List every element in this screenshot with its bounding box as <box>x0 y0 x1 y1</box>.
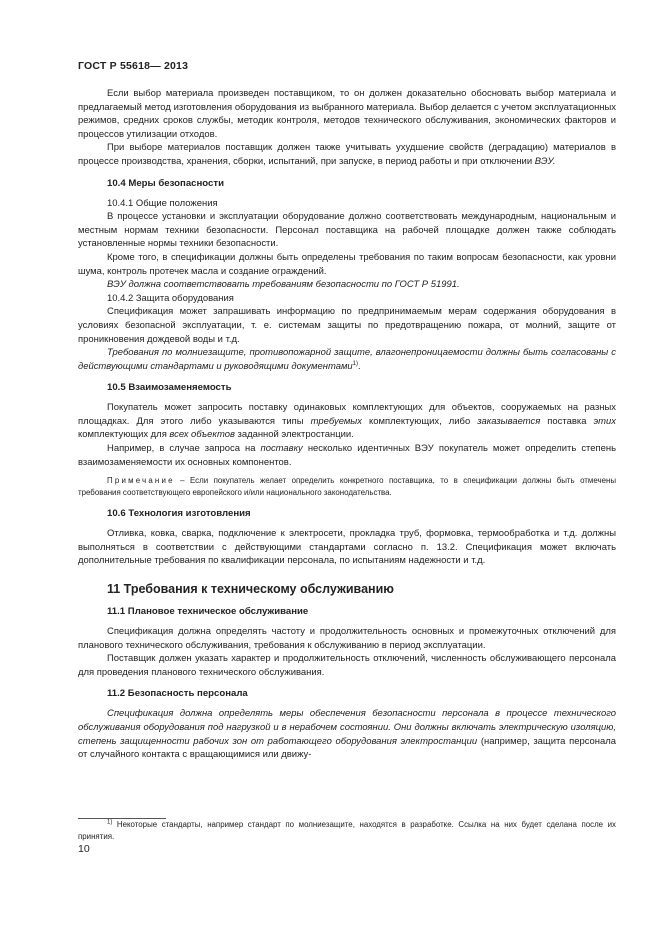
section-heading-10-4: 10.4 Меры безопасности <box>107 177 224 189</box>
note-label: Примечание <box>107 476 175 486</box>
paragraph: Поставщик должен указать характер и продолжительность отключений, численность обслуживающего персонала для проведения планового технического обслуживания. <box>78 653 616 678</box>
footnote-ref: 1) <box>352 360 359 367</box>
section-heading-11-1: 11.1 Плановое техническое обслуживание <box>107 606 309 618</box>
section-heading-11-2: 11.2 Безопасность персонала <box>107 688 248 700</box>
paragraph: Спецификация может запрашивать информацию по предпринимаемым мерам содержания оборудования в условиях безопасной эксплуатации, т. е. системам защиты по предотвращению пожара, от молний, защите от проникновения дождевой воды и т.д. <box>78 306 616 345</box>
paragraph: Отливка, ковка, сварка, подключение к электросети, прокладка труб, формовка, термообработка и т.д. должны выполняться в соответствии с действующими стандартами согласно п. 13.2. Спецификация может включать дополнительные требования по квалификации персонала, по испытаниям надежности и т.д. <box>78 528 616 567</box>
section-heading-10-5: 10.5 Взаимозаменяемость <box>107 382 232 394</box>
paragraph: Кроме того, в спецификации должны быть определены требования по таким вопросам безопасности, как уровни шума, контроль протечек масла и создание ограждений. <box>78 251 616 277</box>
paragraph: Например, в случае запроса на поставку несколько идентичных ВЭУ покупатель может определить степень взаимозаменяемости их основных компонентов. <box>78 443 616 468</box>
paragraph: Покупатель может запросить поставку одинаковых комплектующих для объектов, сооружаемых на разных площадках. Для этого либо указываются типы требуемых комплектующих, либо заказывается поставка этих комплектующих для всех объектов заданной электростанции. <box>78 402 616 441</box>
page-number: 10 <box>78 843 90 855</box>
chapter-heading-11: 11 Требования к техническому обслуживанию <box>107 582 394 597</box>
page-body <box>78 60 616 762</box>
paragraph: Спецификация должна определять частоту и продолжительность основных и промежуточных отключений для планового технического обслуживания, требования к обслуживанию в период эксплуатации. <box>78 626 616 651</box>
section-heading-10-6: 10.6 Технология изготовления <box>107 508 251 520</box>
subsection-title-10-4-1: 10.4.1 Общие положения <box>107 197 218 209</box>
paragraph: Требования по молниезащите, противопожарной защите, влагонепроницаемости должны быть согласованы с действующими стандартами и руководящими документами$^{1)}$. <box>78 347 616 372</box>
paragraph: ВЭУ должна соответствовать требованиям безопасности по ГОСТ Р 51991. <box>107 279 460 291</box>
paragraph: В процессе установки и эксплуатации оборудование должно соответствовать международным, национальным и местным нормам техники безопасности. Персонал поставщика на рабочей площадке должен также соблюдать установленные нормы техники безопасности. <box>78 211 616 250</box>
subsection-title-10-4-2: 10.4.2 Защита оборудования <box>107 292 234 304</box>
paragraph: Если выбор материала произведен поставщиком, то он должен доказательно обосновать выбор материала и предлагаемый метод изготовления оборудования из выбранного материала. Выбор делается с учетом эксплуатационных режимов, средних сроков службы, методик контроля, методов технического обслуживания, экономических факторов и процессов утилизации отходов. <box>78 88 616 140</box>
document-header: ГОСТ Р 55618— 2013 <box>78 60 189 72</box>
paragraph: При выборе материалов поставщик должен также учитывать ухудшение свойств (деградацию) материалов в процессе производства, хранения, сборки, испытаний, при запуске, в период работы и при отключении ВЭУ. <box>78 142 616 167</box>
footnote: $^{1)}$ Некоторые стандарты, например стандарт по молниезащите, находятся в разработке. Ссылка на них будет сделана после их принятия. <box>78 819 616 841</box>
paragraph: Спецификация должна определять меры обеспечения безопасности персонала в процессе технического обслуживания оборудования под нагрузкой и в нерабочем состоянии. Они должны включать электрическую изоляцию, степень защищенности рабочих зон от работающего оборудования электростанции (например, защита персонала от случайного контакта с вращающимися или движу- <box>78 708 616 761</box>
note: Примечание – Если покупатель желает определить конкретного поставщика, то в спецификации должны быть отмечены требования соответствующего европейского и/или национального законодательства. <box>78 476 616 498</box>
